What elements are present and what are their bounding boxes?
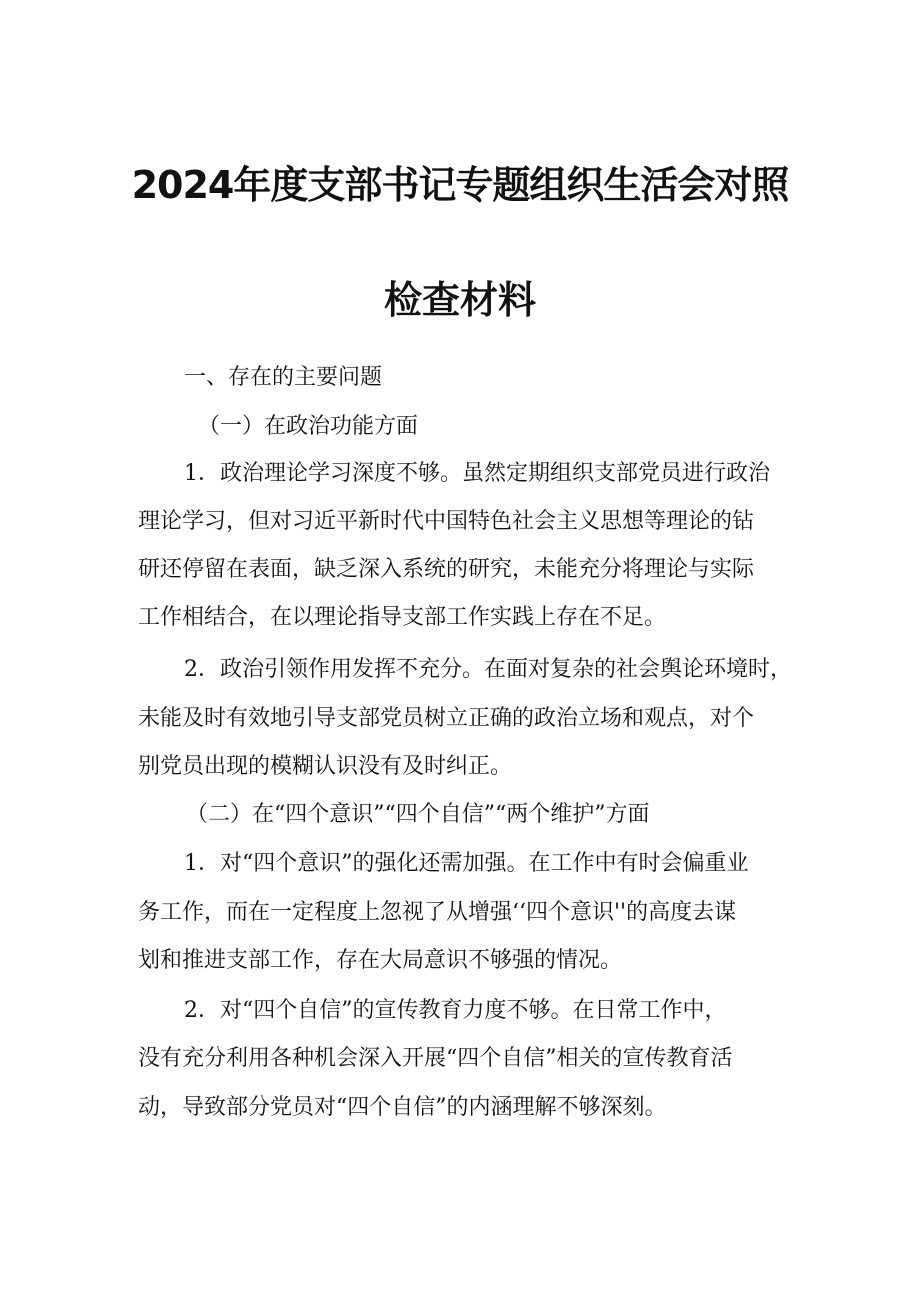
paragraph-4-line-1: 2．对“四个自信”的宣传教育力度不够。在日常工作中， [184, 998, 727, 1023]
paragraph-4-line-3: 动，导致部分党员对“四个自信”的内涵理解不够深刻。 [138, 1095, 667, 1120]
paragraph-1-line-3: 研还停留在表面，缺乏深入系统的研究，未能充分将理论与实际 [138, 557, 755, 582]
document-title-line-2: 检查材料 [383, 278, 536, 322]
document-title-line-1: 2024年度支部书记专题组织生活会对照 [131, 163, 789, 207]
paragraph-1-line-2: 理论学习，但对习近平新时代中国特色社会主义思想等理论的钻 [138, 509, 755, 534]
paragraph-2-line-2: 未能及时有效地引导支部党员树立正确的政治立场和观点，对个 [138, 706, 755, 731]
paragraph-2-line-3: 别党员出现的模糊认识没有及时纠正。 [138, 754, 513, 779]
paragraph-4-line-2: 没有充分利用各种机会深入开展“四个自信”相关的宣传教育活 [138, 1046, 733, 1071]
paragraph-2-line-1: 2．政治引领作用发挥不充分。在面对复杂的社会舆论环境时， [184, 657, 792, 682]
paragraph-1-line-4: 工作相结合，在以理论指导支部工作实践上存在不足。 [138, 605, 667, 630]
section-heading-1: 一、存在的主要问题 [184, 365, 383, 390]
paragraph-1-line-1: 1．政治理论学习深度不够。虽然定期组织支部党员进行政治 [184, 461, 770, 486]
subsection-heading-1: （一）在政治功能方面 [198, 414, 419, 439]
paragraph-3-line-1: 1．对“四个意识”的强化还需加强。在工作中有时会偏重业 [184, 851, 749, 876]
paragraph-3-line-3: 划和推进支部工作，存在大局意识不够强的情况。 [138, 948, 623, 973]
subsection-heading-2: （二）在“四个意识”“四个自信”“两个维护”方面 [186, 802, 650, 827]
paragraph-3-line-2: 务工作，而在一定程度上忽视了从增强‘‘四个意识''的高度去谋 [138, 900, 737, 925]
